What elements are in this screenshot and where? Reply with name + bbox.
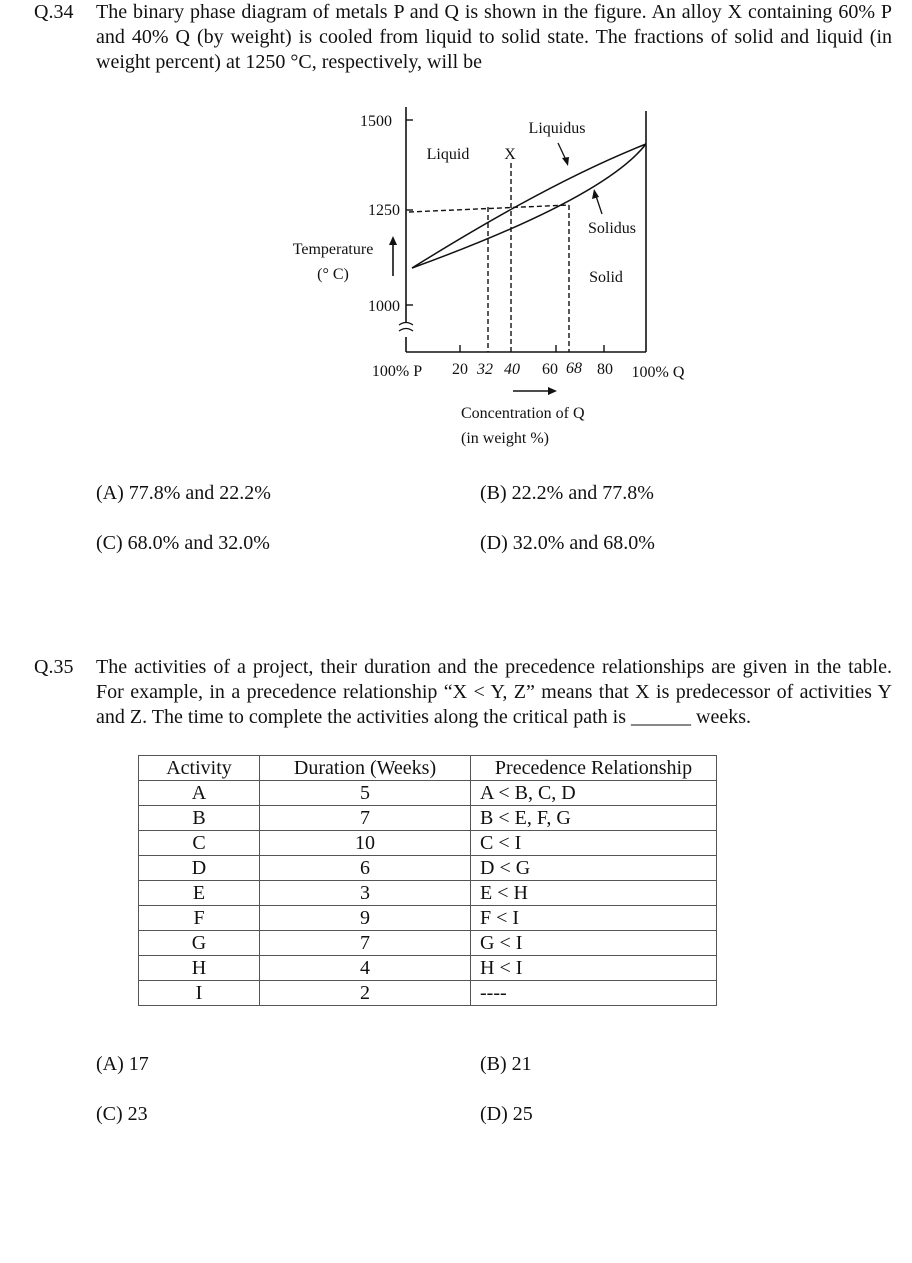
solidus-pointer xyxy=(596,196,602,214)
header-activity: Activity xyxy=(139,756,260,781)
duration-cell: 7 xyxy=(260,931,471,956)
activity-cell: B xyxy=(139,806,260,831)
precedence-cell: A < B, C, D xyxy=(471,781,717,806)
activity-cell: I xyxy=(139,981,260,1006)
question-number-34: Q.34 xyxy=(34,1,74,23)
option-c-34: (C) 68.0% and 32.0% xyxy=(96,532,270,554)
x-end-right-label: 100% Q xyxy=(631,364,685,381)
liquidus-label: Liquidus xyxy=(528,120,586,137)
option-d-35: (D) 25 xyxy=(480,1103,533,1125)
activity-table xyxy=(138,755,717,1006)
option-b-34: (B) 22.2% and 77.8% xyxy=(480,482,654,504)
x-tick-68: 68 xyxy=(566,360,582,377)
table-header-row xyxy=(139,756,717,781)
option-d-34: (D) 32.0% and 68.0% xyxy=(480,532,655,554)
liquidus-pointer xyxy=(558,143,566,160)
x-axis-label-line1: Concentration of Q xyxy=(461,405,585,422)
y-tick-1000: 1000 xyxy=(368,298,400,315)
x-tick-20: 20 xyxy=(452,361,468,378)
duration-cell: 5 xyxy=(260,781,471,806)
option-a-35: (A) 17 xyxy=(96,1053,149,1075)
solid-region-label: Solid xyxy=(589,269,623,286)
table-row xyxy=(139,831,717,856)
duration-cell: 3 xyxy=(260,881,471,906)
activity-cell: F xyxy=(139,906,260,931)
duration-cell: 4 xyxy=(260,956,471,981)
activity-cell: E xyxy=(139,881,260,906)
precedence-cell: E < H xyxy=(471,881,717,906)
duration-cell: 9 xyxy=(260,906,471,931)
axis-break-mark xyxy=(399,323,413,326)
activity-cell: H xyxy=(139,956,260,981)
table-row xyxy=(139,956,717,981)
option-a-34: (A) 77.8% and 22.2% xyxy=(96,482,271,504)
precedence-cell: C < I xyxy=(471,831,717,856)
duration-cell: 2 xyxy=(260,981,471,1006)
header-duration: Duration (Weeks) xyxy=(260,756,471,781)
y-tick-1250: 1250 xyxy=(368,202,400,219)
precedence-cell: F < I xyxy=(471,906,717,931)
tie-line-1250 xyxy=(409,205,569,212)
option-b-35: (B) 21 xyxy=(480,1053,532,1075)
duration-cell: 7 xyxy=(260,806,471,831)
x-tick-32: 32 xyxy=(477,361,493,378)
x-tick-40: 40 xyxy=(504,361,520,378)
header-precedence: Precedence Relationship xyxy=(471,756,717,781)
question-number-35: Q.35 xyxy=(34,656,74,678)
alloy-x-label: X xyxy=(504,146,516,163)
table-row xyxy=(139,856,717,881)
precedence-cell: H < I xyxy=(471,956,717,981)
temperature-label: Temperature xyxy=(292,241,374,258)
precedence-cell: G < I xyxy=(471,931,717,956)
table-row xyxy=(139,906,717,931)
table-row xyxy=(139,881,717,906)
activity-cell: A xyxy=(139,781,260,806)
duration-cell: 10 xyxy=(260,831,471,856)
phase-diagram xyxy=(0,0,912,470)
table-row xyxy=(139,806,717,831)
precedence-cell: B < E, F, G xyxy=(471,806,717,831)
activity-cell: G xyxy=(139,931,260,956)
precedence-cell: D < G xyxy=(471,856,717,881)
duration-cell: 6 xyxy=(260,856,471,881)
liquid-region-label: Liquid xyxy=(426,146,470,163)
x-tick-80: 80 xyxy=(597,361,613,378)
activity-cell: C xyxy=(139,831,260,856)
solidus-label: Solidus xyxy=(587,220,637,237)
table-row xyxy=(139,981,717,1006)
table-row xyxy=(139,931,717,956)
x-axis-label-line2: (in weight %) xyxy=(461,430,549,447)
x-tick-60: 60 xyxy=(542,361,558,378)
question-text-35: The activities of a project, their duration and the precedence relationships are given in the table. For example, in a precedence relationship “X < Y, Z” means that X is predecessor of activities Y and Z. The time to complete the activities along the critical path is ______ weeks. xyxy=(96,656,892,728)
x-end-left-label: 100% P xyxy=(371,363,423,380)
option-c-35: (C) 23 xyxy=(96,1103,148,1125)
y-tick-1500: 1500 xyxy=(360,113,392,130)
precedence-cell: ---- xyxy=(471,981,717,1006)
table-row xyxy=(139,781,717,806)
temperature-unit: (° C) xyxy=(317,266,349,283)
question-text-34: The binary phase diagram of metals P and Q is shown in the figure. An alloy X containing 60% P and 40% Q (by weight) is cooled from liquid to solid state. The fractions of solid and liquid (in weight percent) at 1250 °C, respectively, will be xyxy=(96,1,892,73)
activity-cell: D xyxy=(139,856,260,881)
